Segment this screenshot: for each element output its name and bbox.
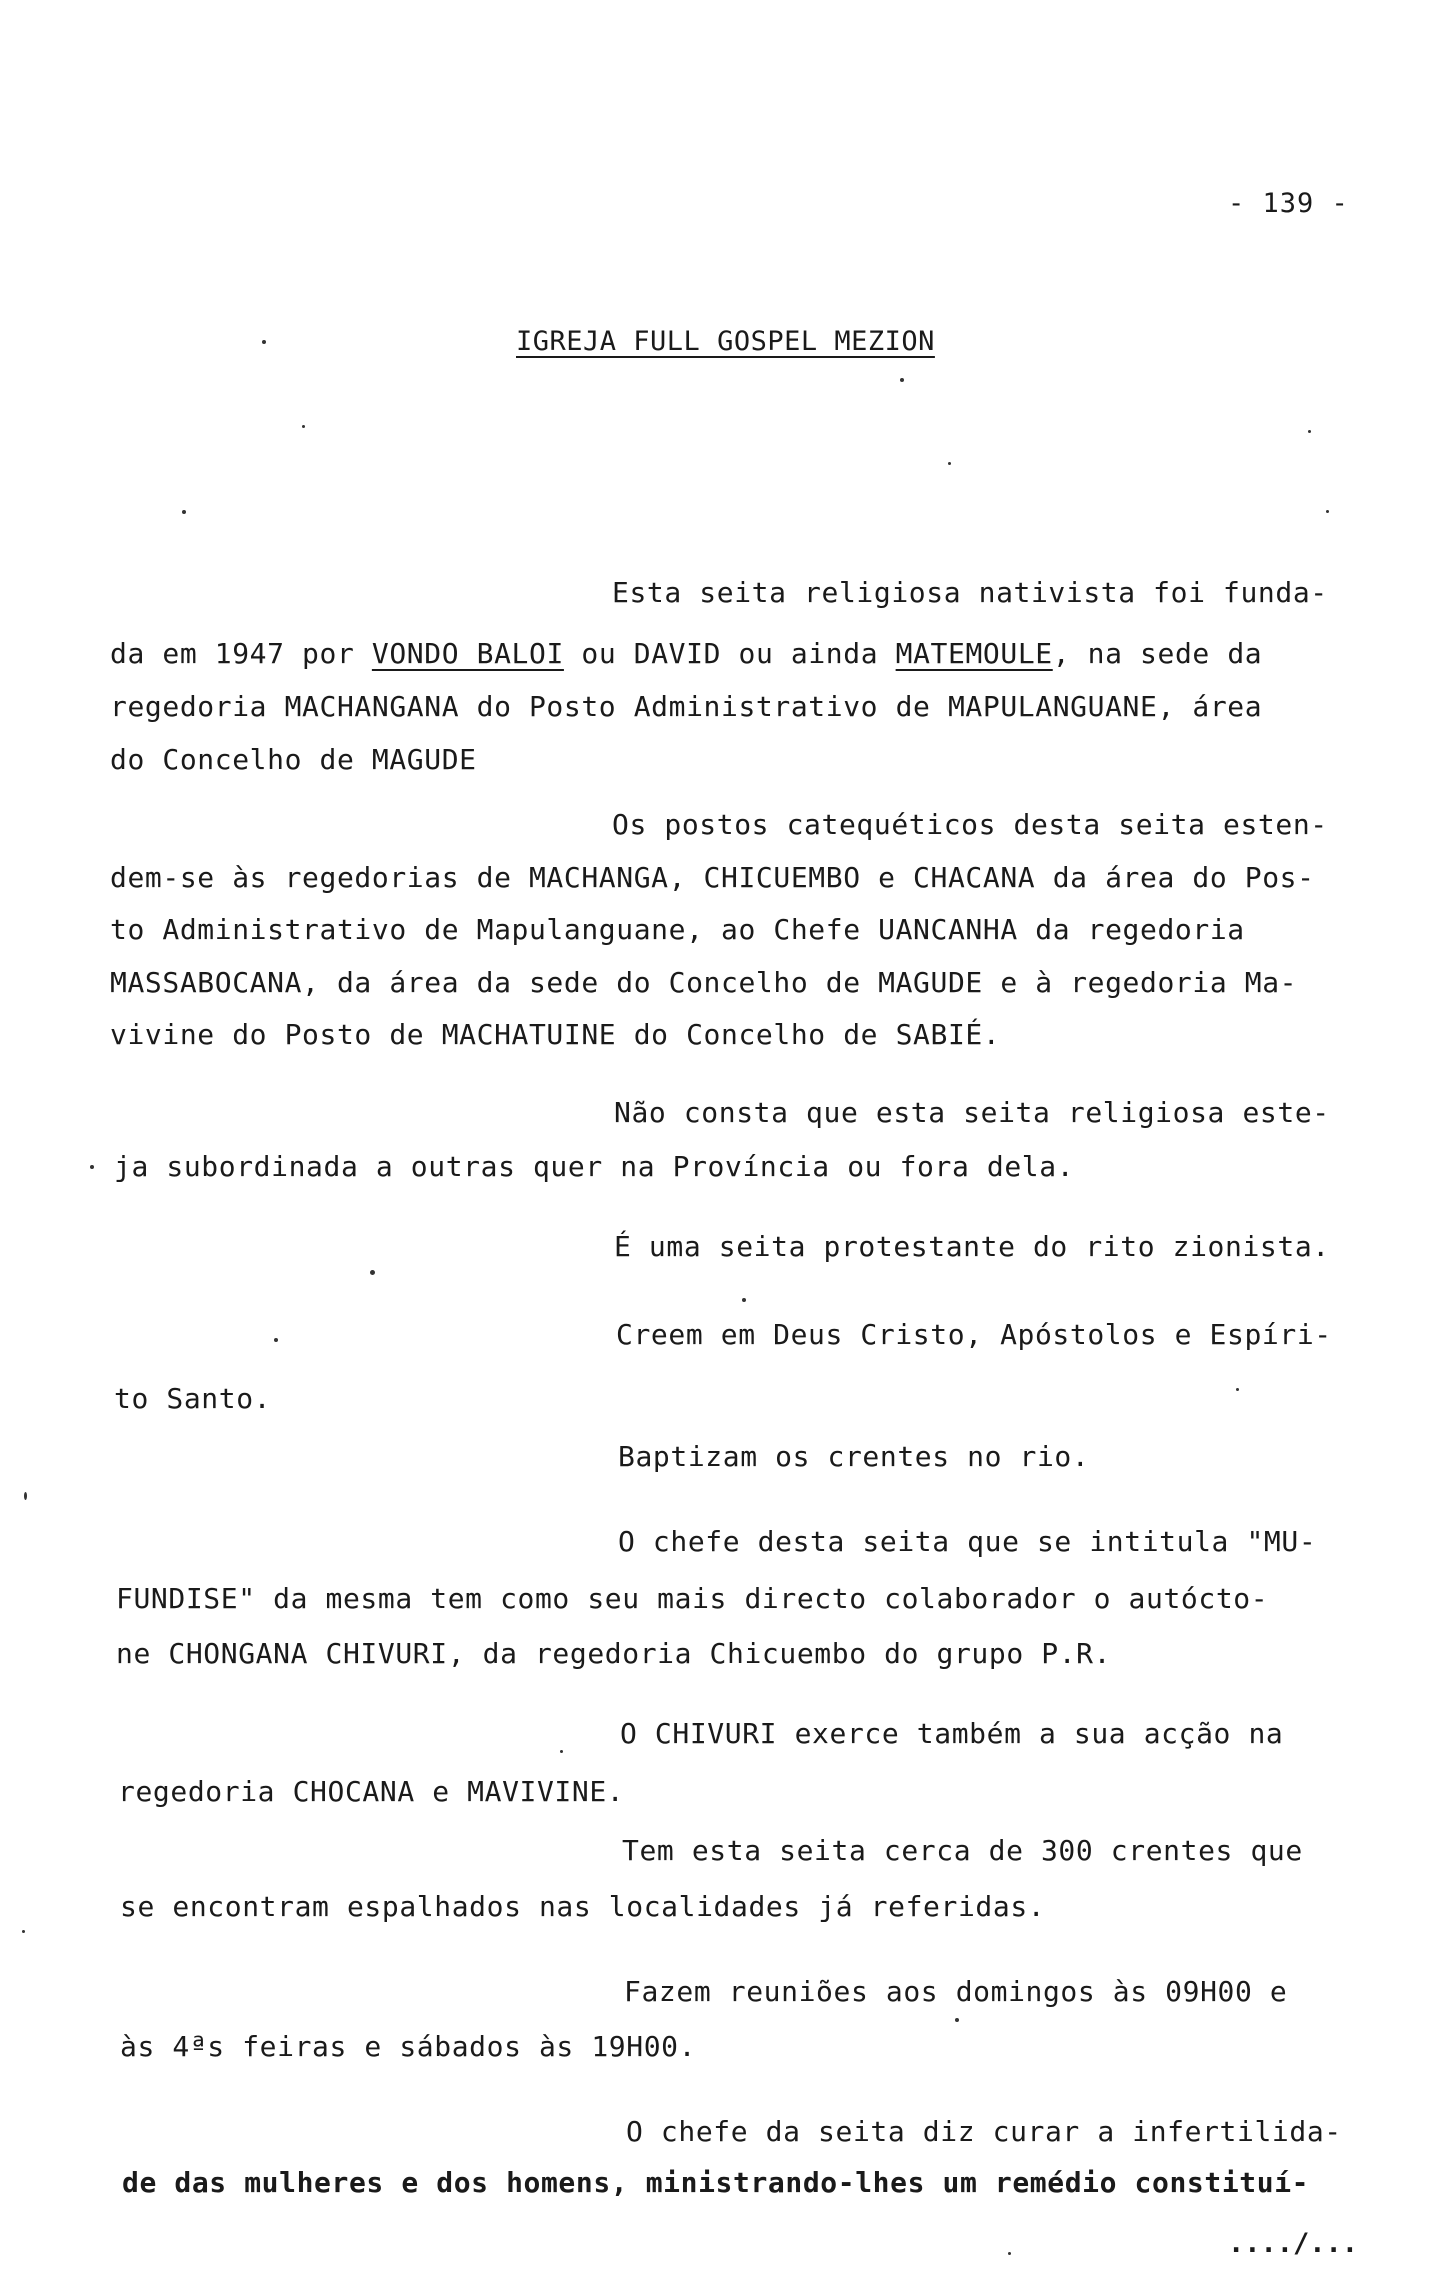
p4-line-1: É uma seita protestante do rito zionista. [614, 1230, 1330, 1263]
scan-speck [302, 425, 305, 428]
p1-line-2-e: , na sede da [1052, 637, 1263, 670]
document-title: IGREJA FULL GOSPEL MEZION [516, 326, 935, 357]
p11-line-2: de das mulheres e dos homens, ministrando-lhes um remédio constituí- [122, 2166, 1310, 2199]
founder-alias: MATEMOULE [895, 637, 1053, 670]
p10-line-2: às 4ªs feiras e sábados às 19H00. [120, 2030, 697, 2063]
scan-speck [262, 340, 266, 344]
p5-line-1: Creem em Deus Cristo, Apóstolos e Espíri- [616, 1318, 1332, 1351]
page-number: - 139 - [1228, 188, 1349, 219]
p3-line-2: ja subordinada a outras quer na Província ou fora dela. [114, 1150, 1075, 1183]
scan-speck [90, 1165, 94, 1169]
scan-speck [1308, 430, 1311, 433]
p1-line-2-c: ou DAVID ou ainda [563, 637, 896, 670]
p10-line-1: Fazem reuniões aos domingos às 09H00 e [624, 1975, 1288, 2008]
p7-line-2: FUNDISE" da mesma tem como seu mais directo colaborador o autócto- [116, 1582, 1269, 1615]
p1-line-1: Esta seita religiosa nativista foi funda- [612, 576, 1328, 609]
p2-line-2: dem-se às regedorias de MACHANGA, CHICUEMBO e CHACANA da área do Pos- [110, 861, 1315, 894]
p1-line-2-a: da em 1947 por [110, 637, 372, 670]
p11-line-1: O chefe da seita diz curar a infertilida- [626, 2115, 1342, 2148]
p7-line-1: O chefe desta seita que se intitula "MU- [618, 1525, 1317, 1558]
scan-speck [742, 1298, 746, 1302]
scan-speck [274, 1338, 278, 1342]
scan-speck [1008, 2252, 1011, 2255]
p2-line-4: MASSABOCANA, da área da sede do Concelho de MAGUDE e à regedoria Ma- [110, 966, 1298, 999]
scan-speck [182, 510, 186, 514]
p2-line-3: to Administrativo de Mapulanguane, ao Chefe UANCANHA da regedoria [110, 913, 1245, 946]
p1-line-4: do Concelho de MAGUDE [110, 743, 477, 776]
p6-line-1: Baptizam os crentes no rio. [618, 1440, 1090, 1473]
p2-line-5: vivine do Posto de MACHATUINE do Concelho de SABIÉ. [110, 1018, 1001, 1051]
p9-line-2: se encontram espalhados nas localidades já referidas. [120, 1890, 1046, 1923]
founder-name: VONDO BALOI [371, 637, 564, 670]
p1-line-2 [110, 637, 1262, 670]
p7-line-3: ne CHONGANA CHIVURI, da regedoria Chicuembo do grupo P.R. [116, 1637, 1112, 1670]
p9-line-1: Tem esta seita cerca de 300 crentes que [622, 1834, 1303, 1867]
scan-speck [22, 1930, 25, 1933]
p1-line-3: regedoria MACHANGANA do Posto Administrativo de MAPULANGUANE, área [110, 690, 1263, 723]
continuation-mark: ..../... [1228, 2228, 1359, 2259]
p8-line-1: O CHIVURI exerce também a sua acção na [620, 1717, 1284, 1750]
scan-speck [955, 2018, 959, 2022]
scan-speck [948, 462, 951, 465]
scan-speck [1236, 1388, 1239, 1391]
scan-speck [560, 1750, 563, 1753]
p2-line-1: Os postos catequéticos desta seita esten- [612, 808, 1328, 841]
scan-speck [900, 378, 904, 382]
p5-line-2: to Santo. [114, 1382, 272, 1415]
scan-speck [1326, 510, 1329, 513]
p3-line-1: Não consta que esta seita religiosa este- [614, 1096, 1330, 1129]
p8-line-2: regedoria CHOCANA e MAVIVINE. [118, 1775, 625, 1808]
scan-speck [370, 1270, 375, 1275]
scan-speck [24, 1492, 27, 1500]
